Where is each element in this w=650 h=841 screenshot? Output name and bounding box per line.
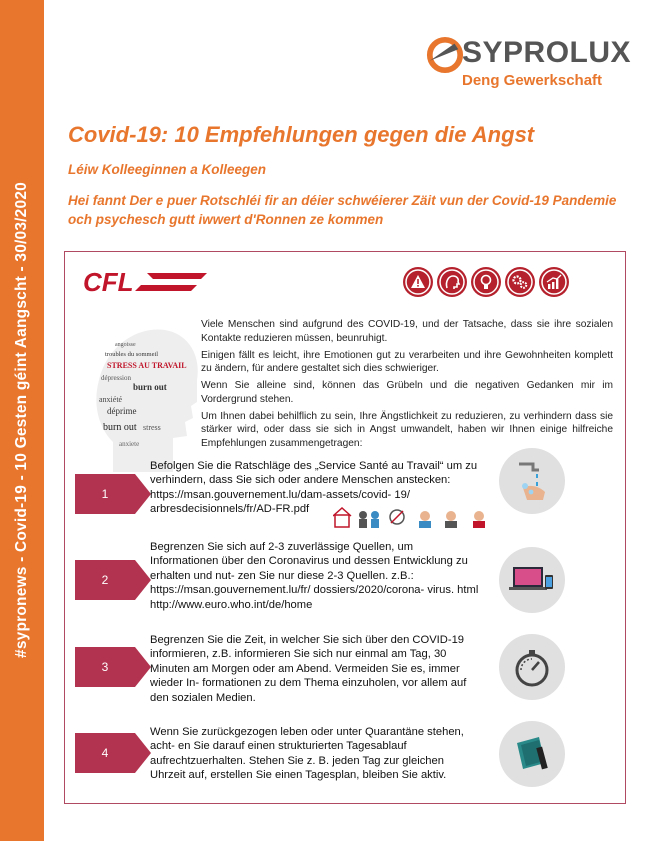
step-1-text: Befolgen Sie die Ratschläge des „Service Santé au Travail“ um zu verhindern, dass Sie sich oder andere Menschen anstecken: https://msan.gouvernement.lu/dam-assets/covid- 19/ arbresdecisionnels/fr/AD-FR.pdf [150,460,478,516]
brand-tagline: Deng Gewerkschaft [462,72,603,89]
cfl-logo-text: CFL [83,269,134,295]
paragraph: Einigen fällt es leicht, ihre Emotionen gut zu verarbeiten und ihre Gewohnheiten komplett zu ändern, für andere gestaltet sich dies schwieriger. [201,349,613,374]
intro-paragraphs [201,318,613,454]
wordcloud-word: angoisse [115,342,136,348]
greeting: Léiw Kolleeginnen a Kolleegen [68,162,267,177]
wordcloud-word: stress [143,423,161,432]
recommendations-card [64,251,626,804]
paragraph: Wenn Sie alleine sind, können das Grübeln und die negativen Gedanken mir im Vordergrund stehen. [201,380,613,405]
wordcloud-word: troubles du sommeil [105,351,159,358]
paragraph: Viele Menschen sind aufgrund des COVID-19, und der Tatsache, dass sie ihre sozialen Kontakte reduzieren müssen, beunruhigt. [201,319,613,344]
step-4-text: Wenn Sie zurückgezogen leben oder unter Quarantäne stehen, acht- en Sie darauf einen strukturierten Tagesablauf aufrechtzuerhalten. Stehen Sie z. B. jeden Tag zur gleichen Uhrzeit auf, erstellen Sie einen Tagesplan, bleiben Sie aktiv. [150,726,464,782]
wordcloud-word: déprime [107,406,137,416]
wordcloud-word: anxiete [119,440,140,448]
wordcloud-word: anxiété [99,395,123,404]
logo-mark-icon [426,36,464,74]
page-title: Covid-19: 10 Empfehlungen gegen die Angst [68,122,535,147]
gears-icon [505,267,535,297]
step-1-marker [75,474,151,514]
step-2-marker [75,560,151,600]
step-2-text: Begrenzen Sie sich auf 2-3 zuverlässige Quellen, um Informationen über den Coronavirus und dessen Entwicklung zu erhalten und nut- zen Sie nur diese 2-3 Quellen. z.B.: https://msan.gouvernement.lu/fr/ dossiers/2020/corona- virus. html http://www.euro.who.int/de/home [150,541,479,611]
step-number: 4 [101,746,109,760]
brand-name: SYPROLUX [462,36,632,69]
step-3-marker [75,647,151,687]
step-number: 3 [101,660,109,674]
wordcloud-word: burn out [103,422,137,433]
stress-word-cloud-image [93,322,201,472]
step-3-text: Begrenzen Sie die Zeit, in welcher Sie sich über den COVID-19 informieren, z.B. informieren Sie sich nur einmal am Tag, 30 Minuten am Morgen oder am Abend. Vermeiden Sie es, immer wieder In- formationen zu dem Thema einzuholen, vor allem auf den sozialen Medien. [150,634,467,704]
syprolux-logo [426,34,632,94]
lightbulb-icon [471,267,501,297]
hand-washing-icon [499,448,565,514]
wordcloud-word: dépression [101,374,131,382]
wordcloud-word: burn out [133,382,167,392]
prevention-icons-strip [333,507,499,529]
sidebar-banner-text: #sypronews - Covid-19 - 10 Gesten géint Aangscht - 30/03/2020 [13,182,30,658]
step-4-marker [75,733,151,773]
chart-icon [539,267,569,297]
step-number: 2 [101,573,109,587]
step-number: 1 [101,487,109,501]
warning-icon [403,267,433,297]
intro-text: Hei fannt Der e puer Rotschléi fir an déier schwéierer Zäit vun der Covid-19 Pandemie och psychesch gutt iwwert d'Ronnen ze kommen [68,193,617,227]
wordcloud-word: STRESS AU TRAVAIL [107,361,187,370]
notebook-icon [499,721,565,787]
laptop-phone-icon [499,547,565,613]
paragraph: Um Ihnen dabei behilflich zu sein, Ihre Ängstlichkeit zu reduzieren, zu verhindern dass sie stärker wird, oder dass sie sich in Angst umwandelt, haben wir Ihnen einige hilfreiche Empfehlungen zusammengetragen: [201,410,613,449]
sidebar [0,0,44,841]
head-icon [437,267,467,297]
stopwatch-icon [499,634,565,700]
cfl-logo [81,269,209,295]
